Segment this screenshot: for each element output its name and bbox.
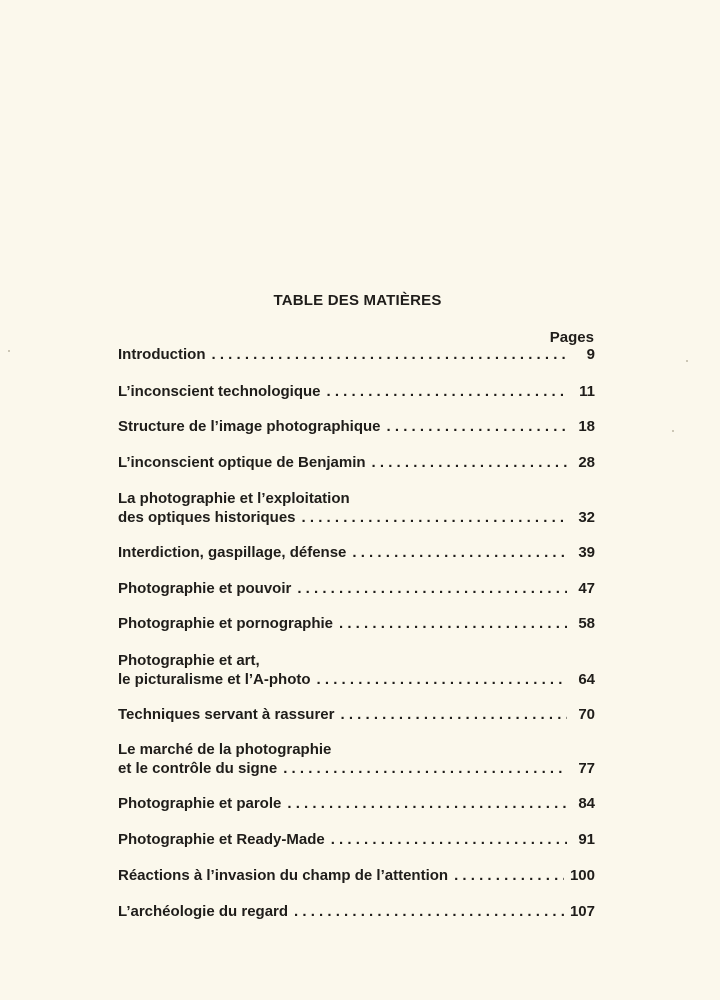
entry-title: L’archéologie du regard	[118, 903, 289, 920]
toc-entry-introduction	[118, 345, 595, 364]
entry-page-number: 47	[578, 580, 595, 597]
dot-leader	[341, 705, 568, 724]
entry-title: Photographie et pouvoir	[118, 580, 292, 597]
entry-title: Interdiction, gaspillage, défense	[118, 544, 347, 561]
page-title: TABLE DES MATIÈRES	[273, 292, 442, 309]
entry-page-number: 70	[578, 706, 595, 723]
entry-page-number: 9	[586, 346, 595, 363]
dot-leader	[283, 759, 567, 778]
toc-entry-photographie-art	[118, 651, 595, 689]
toc-entry-photographie-exploitation	[118, 489, 595, 527]
entry-page-number: 100	[569, 867, 595, 884]
entry-page-number: 11	[579, 383, 595, 400]
dot-leader	[327, 382, 567, 401]
entry-page-number: 32	[578, 509, 595, 526]
entry-title: Photographie et pornographie	[118, 615, 334, 632]
entry-page-number: 18	[578, 418, 595, 435]
toc-entry-marche-photographie	[118, 740, 595, 778]
entry-page-number: 84	[578, 795, 595, 812]
toc-entry-techniques-rassurer	[118, 705, 595, 724]
entry-title-line1: La photographie et l’exploitation	[118, 490, 350, 507]
entry-title: L’inconscient optique de Benjamin	[118, 454, 366, 471]
entry-page-number: 28	[578, 454, 595, 471]
paper-speck	[8, 350, 10, 352]
entry-title: des optiques historiques	[118, 509, 296, 526]
dot-leader	[372, 453, 567, 472]
paper-speck	[672, 430, 674, 432]
dot-leader	[297, 579, 567, 598]
entry-title: le picturalisme et l’A-photo	[118, 671, 311, 688]
toc-entry-interdiction	[118, 543, 595, 562]
entry-page-number: 91	[578, 831, 595, 848]
toc-entry-inconscient-technologique	[118, 382, 595, 401]
dot-leader	[331, 830, 567, 849]
paper-speck	[686, 360, 688, 362]
dot-leader	[339, 614, 567, 633]
toc-entry-reactions-invasion	[118, 866, 595, 885]
entry-page-number: 58	[578, 615, 595, 632]
dot-leader	[294, 902, 564, 921]
entry-title-line1: Photographie et art,	[118, 652, 260, 669]
toc-entry-structure-image	[118, 417, 595, 436]
entry-page-number: 107	[569, 903, 595, 920]
dot-leader	[302, 508, 567, 527]
dot-leader	[454, 866, 564, 885]
toc-entry-inconscient-optique	[118, 453, 595, 472]
entry-page-number: 39	[578, 544, 595, 561]
entry-title: Photographie et Ready-Made	[118, 831, 325, 848]
dot-leader	[352, 543, 567, 562]
entry-title-line1: Le marché de la photographie	[118, 741, 332, 758]
entry-page-number: 77	[578, 760, 595, 777]
entry-title: Réactions à l’invasion du champ de l’attention	[118, 867, 449, 884]
entry-title: Structure de l’image photographique	[118, 418, 381, 435]
entry-title: L’inconscient technologique	[118, 383, 321, 400]
toc-entry-photographie-ready-made	[118, 830, 595, 849]
toc-entry-archeologie-regard	[118, 902, 595, 921]
entry-title: Photographie et parole	[118, 795, 282, 812]
dot-leader	[387, 417, 567, 436]
dot-leader	[287, 794, 567, 813]
entry-page-number: 64	[578, 671, 595, 688]
entry-title: Techniques servant à rassurer	[118, 706, 335, 723]
pages-column-header: Pages	[549, 329, 594, 346]
toc-entry-photographie-pouvoir	[118, 579, 595, 598]
entry-title: et le contrôle du signe	[118, 760, 278, 777]
toc-entry-photographie-parole	[118, 794, 595, 813]
dot-leader	[317, 670, 567, 689]
dot-leader	[211, 345, 567, 364]
toc-entry-photographie-pornographie	[118, 614, 595, 633]
entry-title: Introduction	[118, 346, 206, 363]
